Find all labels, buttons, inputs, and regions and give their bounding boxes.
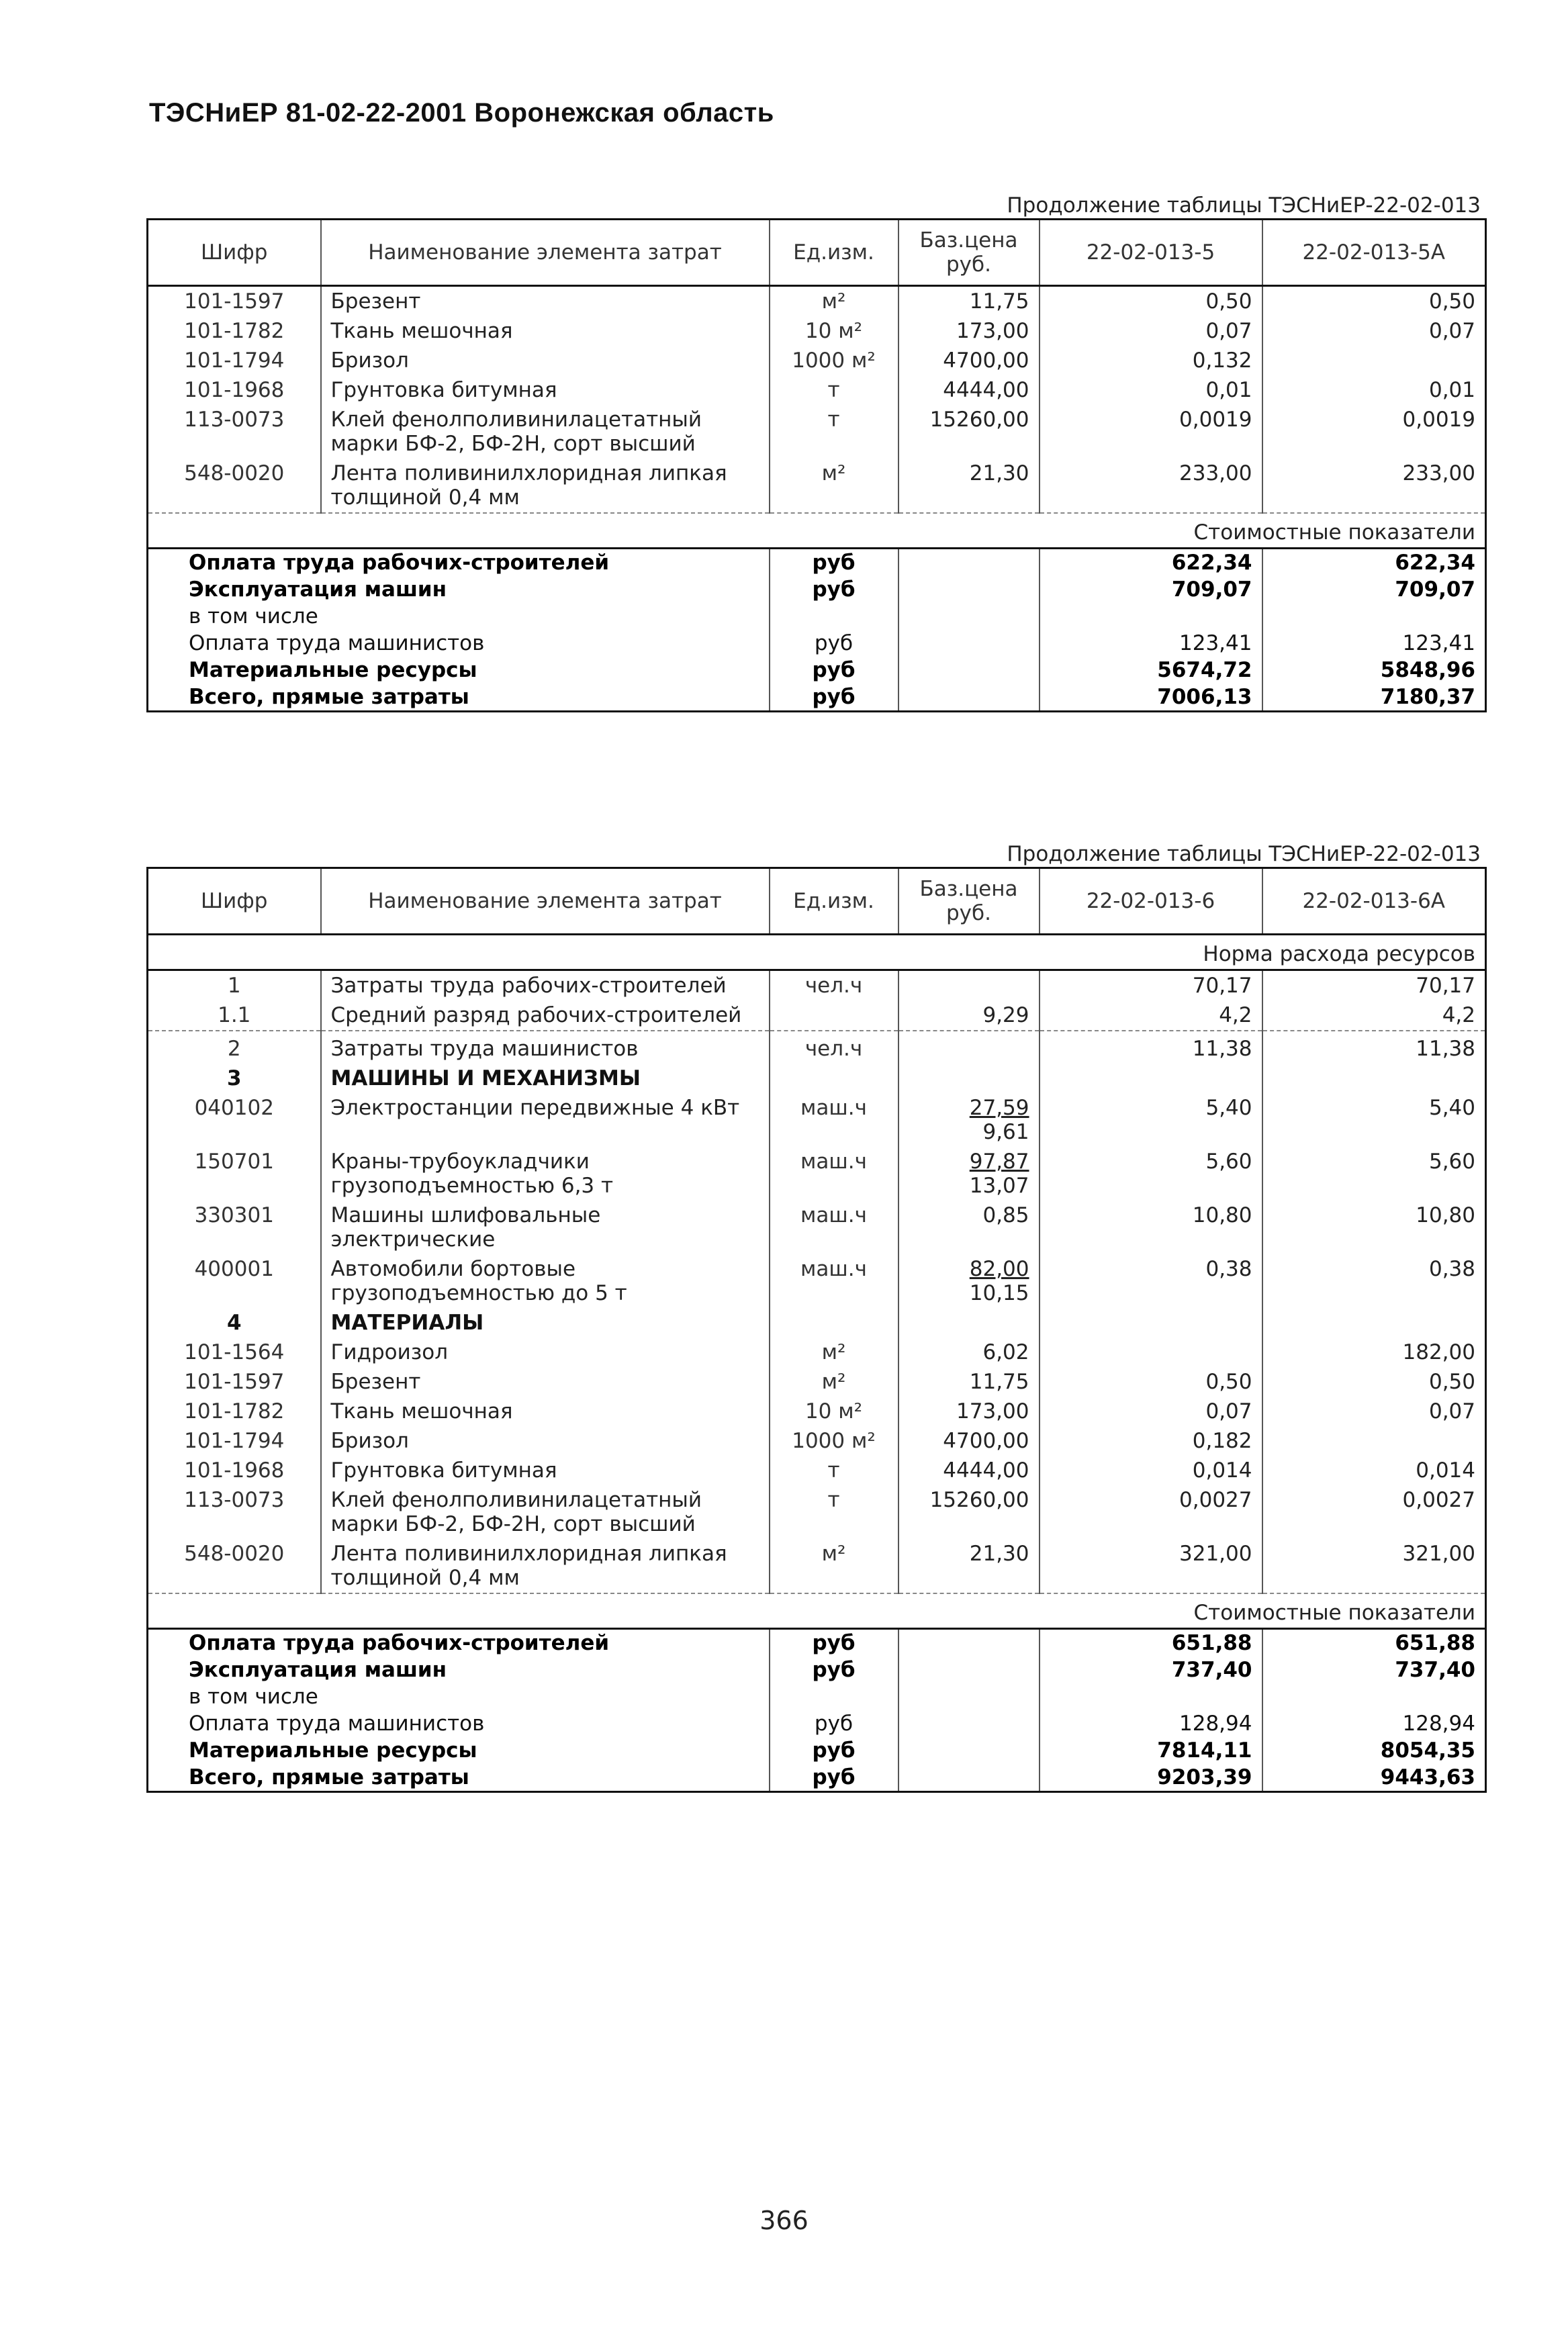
cost-unit: руб xyxy=(770,1629,898,1657)
base-price: 11,75 xyxy=(969,289,1029,314)
cost-row xyxy=(148,603,1486,630)
resource-unit: м² xyxy=(770,459,898,513)
resource-unit: 10 м² xyxy=(770,1397,898,1426)
cost-label: Всего, прямые затраты xyxy=(189,685,469,709)
cost-unit: руб xyxy=(770,549,898,577)
cost-label: Оплата труда рабочих-строителей xyxy=(148,549,770,577)
resource-name: Затраты труда машинистов xyxy=(321,1031,770,1064)
base-price: 0,85 xyxy=(982,1203,1029,1227)
cost-value-2: 737,40 xyxy=(1262,1656,1486,1683)
resource-code: 113-0073 xyxy=(184,408,285,432)
table-row xyxy=(148,970,1486,1001)
resource-code: 101-1564 xyxy=(184,1340,285,1364)
norm-value-1: 0,014 xyxy=(1040,1456,1262,1485)
col-header-variant-2: 22-02-013-5А xyxy=(1262,220,1486,286)
cost-value-1: 7814,11 xyxy=(1040,1737,1262,1764)
table-row xyxy=(148,346,1486,375)
col-header-code: Шифр xyxy=(148,220,321,286)
norm-value-2: 0,07 xyxy=(1262,316,1486,346)
norm-value-1: 0,50 xyxy=(1040,286,1262,317)
norm-value-2: 70,17 xyxy=(1262,970,1486,1001)
resource-name: Автомобили бортовые грузоподъемностью до 5 т xyxy=(321,1254,770,1308)
resource-unit: чел.ч xyxy=(770,1031,898,1064)
resource-code: 4 xyxy=(226,1311,242,1335)
base-price-cell xyxy=(898,316,1040,346)
base-price-cell xyxy=(898,1000,1040,1031)
cost-unit: руб xyxy=(770,1656,898,1683)
table-row xyxy=(148,1000,1486,1031)
base-price: 21,30 xyxy=(969,461,1029,485)
resource-code: 548-0020 xyxy=(184,1542,285,1566)
base-price-cell xyxy=(898,405,1040,459)
resource-name: Грунтовка битумная xyxy=(321,1456,770,1485)
resource-unit: м² xyxy=(770,286,898,317)
resource-code: 101-1597 xyxy=(184,1370,285,1394)
resource-code: 3 xyxy=(226,1066,242,1090)
cost-value-2: 8054,35 xyxy=(1262,1737,1486,1764)
resource-unit: маш.ч xyxy=(770,1254,898,1308)
cost-row xyxy=(148,1683,1486,1710)
cost-unit: руб xyxy=(770,657,898,684)
table-row xyxy=(148,1426,1486,1456)
col-header-price: Баз.цена руб. xyxy=(898,220,1040,286)
base-price-cell xyxy=(898,1456,1040,1485)
cost-label: Материальные ресурсы xyxy=(189,1738,477,1763)
resource-unit: чел.ч xyxy=(770,970,898,1001)
resource-unit: маш.ч xyxy=(770,1147,898,1201)
resource-name: Грунтовка битумная xyxy=(321,375,770,405)
cost-label: Материальные ресурсы xyxy=(189,658,477,682)
base-price: 173,00 xyxy=(956,1399,1029,1423)
table-row xyxy=(148,1456,1486,1485)
base-price-labor: 9,61 xyxy=(982,1120,1029,1144)
base-price-cell xyxy=(898,1201,1040,1254)
page-title: ТЭСНиЕР 81-02-22-2001 Воронежская область xyxy=(149,98,774,128)
cost-value-1: 622,34 xyxy=(1040,549,1262,577)
cost-value-2: 651,88 xyxy=(1262,1629,1486,1657)
cost-label: Эксплуатация машин xyxy=(189,577,447,602)
base-price-cell xyxy=(898,1254,1040,1308)
norm-value-1: 0,07 xyxy=(1040,316,1262,346)
resource-name: МАТЕРИАЛЫ xyxy=(321,1308,770,1338)
base-price-cell xyxy=(898,1308,1040,1338)
resource-code: 2 xyxy=(148,1031,321,1064)
norm-value-2: 5,60 xyxy=(1262,1147,1486,1201)
resource-unit: т xyxy=(770,405,898,459)
cost-unit: руб xyxy=(770,1710,898,1737)
norm-value-2: 182,00 xyxy=(1262,1338,1486,1367)
norm-value-2 xyxy=(1262,1064,1486,1093)
resource-unit: 1000 м² xyxy=(770,1426,898,1456)
resource-code: 101-1794 xyxy=(184,1429,285,1453)
resource-name: Лента поливинилхлоридная липкая толщиной 0,4 мм xyxy=(321,1539,770,1593)
norm-value-1: 233,00 xyxy=(1040,459,1262,513)
resource-code: 1 xyxy=(227,974,241,998)
base-price-cell xyxy=(898,1426,1040,1456)
cost-value-1: 737,40 xyxy=(1040,1656,1262,1683)
table-row xyxy=(148,1254,1486,1308)
cost-empty xyxy=(898,1764,1040,1792)
norm-value-1: 0,0027 xyxy=(1040,1485,1262,1539)
col-header-name: Наименование элемента затрат xyxy=(321,220,770,286)
norm-value-1: 0,07 xyxy=(1040,1397,1262,1426)
base-price: 9,29 xyxy=(982,1003,1029,1027)
norm-value-2: 0,0019 xyxy=(1262,405,1486,459)
norm-value-2: 10,80 xyxy=(1262,1201,1486,1254)
norm-value-1: 0,38 xyxy=(1040,1254,1262,1308)
cost-label: Оплата труда машинистов xyxy=(189,1712,485,1736)
cost-row xyxy=(148,1629,1486,1657)
cost-value-2: 123,41 xyxy=(1262,630,1486,657)
base-price-cell xyxy=(898,1367,1040,1397)
cost-value-1: 651,88 xyxy=(1040,1629,1262,1657)
base-price: 4700,00 xyxy=(943,348,1029,373)
base-price-cell xyxy=(898,1485,1040,1539)
table-row xyxy=(148,375,1486,405)
cost-row xyxy=(148,576,1486,603)
norm-value-1: 10,80 xyxy=(1040,1201,1262,1254)
table-row xyxy=(148,1031,1486,1064)
cost-value-1: 123,41 xyxy=(1040,630,1262,657)
norm-value-1 xyxy=(1040,1308,1262,1338)
cost-label: в том числе xyxy=(189,1685,318,1709)
resource-name: Гидроизол xyxy=(321,1338,770,1367)
cost-table-2 xyxy=(146,867,1487,1793)
base-price: 4700,00 xyxy=(943,1429,1029,1453)
cost-label: Всего, прямые затраты xyxy=(189,1765,469,1789)
base-price: 173,00 xyxy=(956,319,1029,343)
cost-unit xyxy=(770,603,898,630)
resource-name: Затраты труда рабочих-строителей xyxy=(321,970,770,1001)
resource-unit: маш.ч xyxy=(770,1093,898,1147)
base-price-labor: 13,07 xyxy=(969,1174,1029,1198)
table-row xyxy=(148,1338,1486,1367)
base-price: 6,02 xyxy=(982,1340,1029,1364)
cost-header: Стоимостные показатели xyxy=(148,513,1486,549)
base-price-cell xyxy=(898,286,1040,317)
cost-value-2: 7180,37 xyxy=(1262,684,1486,712)
cost-row xyxy=(148,657,1486,684)
resource-code: 548-0020 xyxy=(184,461,285,485)
base-price: 15260,00 xyxy=(929,1488,1029,1512)
cost-value-1: 9203,39 xyxy=(1040,1764,1262,1792)
base-price-cell xyxy=(898,970,1040,1001)
norm-value-1: 11,38 xyxy=(1040,1031,1262,1064)
base-price-cell xyxy=(898,1539,1040,1593)
norm-value-1: 0,182 xyxy=(1040,1426,1262,1456)
resource-code: 1.1 xyxy=(218,1003,251,1027)
resource-code: 101-1597 xyxy=(184,289,285,314)
base-price: 4444,00 xyxy=(943,1458,1029,1483)
cost-row xyxy=(148,1710,1486,1737)
cost-unit: руб xyxy=(770,576,898,603)
base-price: 27,59 xyxy=(969,1096,1029,1120)
norm-header: Норма расхода ресурсов xyxy=(148,935,1486,970)
cost-value-1: 709,07 xyxy=(1040,576,1262,603)
norm-header-row xyxy=(148,935,1486,970)
table-continuation-label: Продолжение таблицы ТЭСНиЕР-22-02-013 xyxy=(1007,842,1481,866)
norm-value-2: 0,01 xyxy=(1262,375,1486,405)
cost-unit: руб xyxy=(770,684,898,712)
cost-row xyxy=(148,1656,1486,1683)
base-price-cell xyxy=(898,1093,1040,1147)
resource-name: Брезент xyxy=(321,286,770,317)
cost-table-1 xyxy=(146,218,1487,712)
base-price-cell xyxy=(898,1064,1040,1093)
cost-label: Оплата труда рабочих-строителей xyxy=(148,1629,770,1657)
norm-value-1: 0,0019 xyxy=(1040,405,1262,459)
col-header-name: Наименование элемента затрат xyxy=(321,868,770,935)
norm-value-2: 4,2 xyxy=(1262,1000,1486,1031)
base-price-cell xyxy=(898,1338,1040,1367)
section-row xyxy=(148,1308,1486,1338)
cost-header: Стоимостные показатели xyxy=(148,1593,1486,1629)
norm-value-1: 4,2 xyxy=(1040,1000,1262,1031)
cost-label: в том числе xyxy=(189,604,318,628)
col-header-unit: Ед.изм. xyxy=(770,868,898,935)
resource-name: Лента поливинилхлоридная липкая толщиной 0,4 мм xyxy=(321,459,770,513)
norm-value-2: 0,50 xyxy=(1262,286,1486,317)
norm-value-2: 0,014 xyxy=(1262,1456,1486,1485)
cost-header-row xyxy=(148,513,1486,549)
page-number: 366 xyxy=(759,2206,809,2235)
base-price-cell xyxy=(898,375,1040,405)
resource-name: Электростанции передвижные 4 кВт xyxy=(321,1093,770,1147)
cost-empty xyxy=(898,549,1040,577)
norm-value-1: 70,17 xyxy=(1040,970,1262,1001)
cost-row xyxy=(148,630,1486,657)
cost-unit xyxy=(770,1683,898,1710)
norm-value-1: 0,50 xyxy=(1040,1367,1262,1397)
table-row xyxy=(148,1093,1486,1147)
cost-row xyxy=(148,1764,1486,1792)
cost-value-1: 128,94 xyxy=(1040,1710,1262,1737)
cost-empty xyxy=(898,603,1040,630)
resource-unit: маш.ч xyxy=(770,1201,898,1254)
resource-name: Краны-трубоукладчики грузоподъемностью 6,3 т xyxy=(321,1147,770,1201)
base-price-cell xyxy=(898,1397,1040,1426)
cost-label: Эксплуатация машин xyxy=(189,1658,447,1682)
cost-empty xyxy=(898,684,1040,712)
resource-name: Бризол xyxy=(321,346,770,375)
norm-value-1: 5,60 xyxy=(1040,1147,1262,1201)
norm-value-2: 0,50 xyxy=(1262,1367,1486,1397)
resource-code: 150701 xyxy=(194,1150,274,1174)
resource-code: 113-0073 xyxy=(184,1488,285,1512)
cost-value-2: 9443,63 xyxy=(1262,1764,1486,1792)
resource-name: Бризол xyxy=(321,1426,770,1456)
cost-value-2: 128,94 xyxy=(1262,1710,1486,1737)
cost-value-2: 622,34 xyxy=(1262,549,1486,577)
norm-value-1 xyxy=(1040,1064,1262,1093)
table-row xyxy=(148,405,1486,459)
resource-unit: 1000 м² xyxy=(770,346,898,375)
norm-value-1: 0,01 xyxy=(1040,375,1262,405)
cost-value-2: 5848,96 xyxy=(1262,657,1486,684)
base-price: 82,00 xyxy=(969,1257,1029,1281)
cost-unit: руб xyxy=(770,630,898,657)
base-price-labor: 10,15 xyxy=(969,1281,1029,1305)
resource-name: Клей фенолполивинилацетатный марки БФ-2, БФ-2Н, сорт высший xyxy=(321,405,770,459)
col-header-price: Баз.цена руб. xyxy=(898,868,1040,935)
resource-code: 101-1794 xyxy=(184,348,285,373)
resource-code: 101-1968 xyxy=(184,1458,285,1483)
table-row xyxy=(148,1367,1486,1397)
col-header-variant-1: 22-02-013-6 xyxy=(1040,868,1262,935)
resource-name: Брезент xyxy=(321,1367,770,1397)
cost-empty xyxy=(898,657,1040,684)
cost-value-1 xyxy=(1040,603,1262,630)
base-price: 21,30 xyxy=(969,1542,1029,1566)
cost-header-row xyxy=(148,1593,1486,1629)
cost-value-2 xyxy=(1262,603,1486,630)
section-row xyxy=(148,1064,1486,1093)
cost-value-1: 5674,72 xyxy=(1040,657,1262,684)
norm-value-2 xyxy=(1262,1426,1486,1456)
cost-empty xyxy=(898,1683,1040,1710)
norm-value-1: 5,40 xyxy=(1040,1093,1262,1147)
base-price: 15260,00 xyxy=(929,408,1029,432)
base-price-cell xyxy=(898,459,1040,513)
resource-name: Средний разряд рабочих-строителей xyxy=(321,1000,770,1031)
table-row xyxy=(148,459,1486,513)
resource-code: 101-1968 xyxy=(184,378,285,402)
resource-code: 040102 xyxy=(194,1096,274,1120)
cost-row xyxy=(148,684,1486,712)
cost-row xyxy=(148,1737,1486,1764)
resource-unit: м² xyxy=(770,1338,898,1367)
cost-value-1: 7006,13 xyxy=(1040,684,1262,712)
norm-value-1: 0,132 xyxy=(1040,346,1262,375)
resource-unit: 10 м² xyxy=(770,316,898,346)
cost-row xyxy=(148,549,1486,577)
base-price: 11,75 xyxy=(969,1370,1029,1394)
resource-unit xyxy=(770,1064,898,1093)
col-header-code: Шифр xyxy=(148,868,321,935)
table-row xyxy=(148,1397,1486,1426)
cost-empty xyxy=(898,576,1040,603)
cost-empty xyxy=(898,1737,1040,1764)
table-row xyxy=(148,1485,1486,1539)
resource-unit: м² xyxy=(770,1539,898,1593)
table-continuation-label: Продолжение таблицы ТЭСНиЕР-22-02-013 xyxy=(1007,193,1481,218)
table-row xyxy=(148,286,1486,317)
base-price: 97,87 xyxy=(969,1150,1029,1174)
base-price-cell xyxy=(898,1031,1040,1064)
col-header-variant-2: 22-02-013-6А xyxy=(1262,868,1486,935)
resource-unit: т xyxy=(770,1485,898,1539)
norm-value-2: 0,07 xyxy=(1262,1397,1486,1426)
resource-code: 330301 xyxy=(194,1203,274,1227)
resource-name: МАШИНЫ И МЕХАНИЗМЫ xyxy=(321,1064,770,1093)
cost-value-2 xyxy=(1262,1683,1486,1710)
norm-value-2: 233,00 xyxy=(1262,459,1486,513)
cost-label: Оплата труда машинистов xyxy=(189,631,485,655)
norm-value-1 xyxy=(1040,1338,1262,1367)
resource-code: 101-1782 xyxy=(184,319,285,343)
col-header-unit: Ед.изм. xyxy=(770,220,898,286)
resource-unit: т xyxy=(770,375,898,405)
norm-value-2 xyxy=(1262,346,1486,375)
resource-code: 400001 xyxy=(194,1257,274,1281)
cost-empty xyxy=(898,630,1040,657)
norm-value-1: 321,00 xyxy=(1040,1539,1262,1593)
norm-value-2 xyxy=(1262,1308,1486,1338)
resource-unit xyxy=(770,1000,898,1031)
base-price: 4444,00 xyxy=(943,378,1029,402)
cost-unit: руб xyxy=(770,1737,898,1764)
col-header-variant-1: 22-02-013-5 xyxy=(1040,220,1262,286)
base-price-cell xyxy=(898,1147,1040,1201)
cost-empty xyxy=(898,1629,1040,1657)
cost-unit: руб xyxy=(770,1764,898,1792)
resource-name: Клей фенолполивинилацетатный марки БФ-2, БФ-2Н, сорт высший xyxy=(321,1485,770,1539)
resource-name: Машины шлифовальные электрические xyxy=(321,1201,770,1254)
cost-empty xyxy=(898,1710,1040,1737)
resource-unit: м² xyxy=(770,1367,898,1397)
norm-value-2: 0,0027 xyxy=(1262,1485,1486,1539)
norm-value-2: 0,38 xyxy=(1262,1254,1486,1308)
resource-name: Ткань мешочная xyxy=(321,1397,770,1426)
norm-value-2: 11,38 xyxy=(1262,1031,1486,1064)
table-row xyxy=(148,1147,1486,1201)
resource-unit xyxy=(770,1308,898,1338)
cost-value-2: 709,07 xyxy=(1262,576,1486,603)
cost-value-1 xyxy=(1040,1683,1262,1710)
table-row xyxy=(148,1539,1486,1593)
resource-name: Ткань мешочная xyxy=(321,316,770,346)
table-row xyxy=(148,316,1486,346)
table-row xyxy=(148,1201,1486,1254)
cost-empty xyxy=(898,1656,1040,1683)
norm-value-2: 321,00 xyxy=(1262,1539,1486,1593)
base-price-cell xyxy=(898,346,1040,375)
norm-value-2: 5,40 xyxy=(1262,1093,1486,1147)
resource-unit: т xyxy=(770,1456,898,1485)
resource-code: 101-1782 xyxy=(184,1399,285,1423)
